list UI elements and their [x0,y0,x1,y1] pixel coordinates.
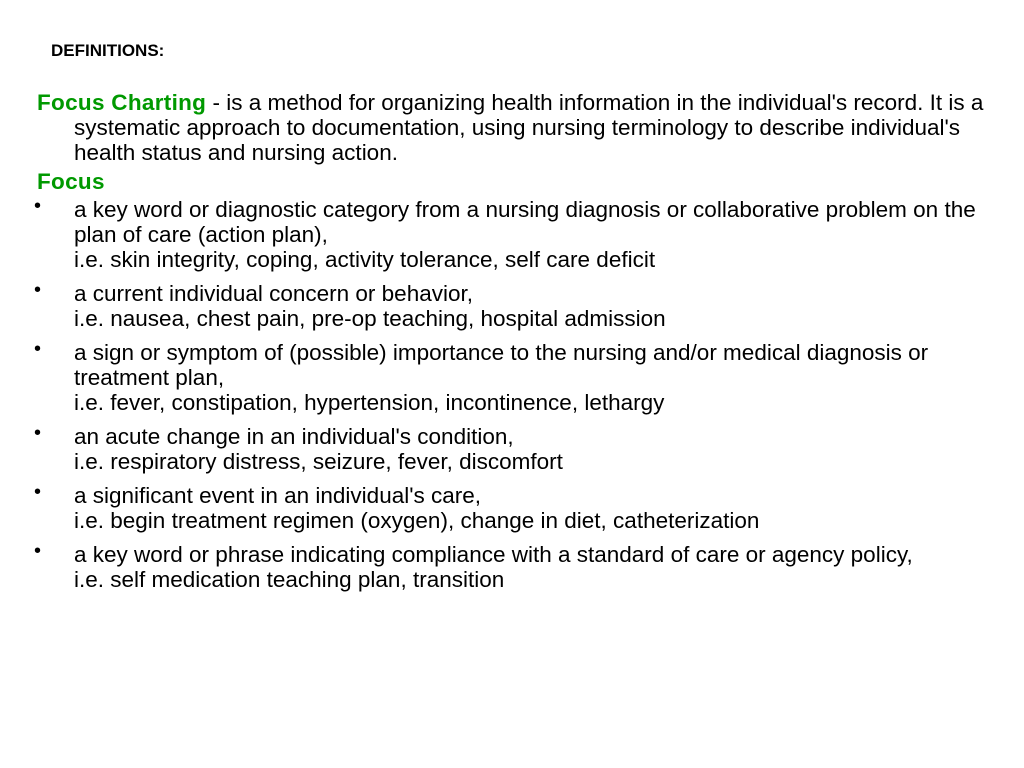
definition-term: Focus Charting [37,90,207,115]
list-item [34,338,997,415]
focus-title: Focus [37,169,105,194]
slide-heading: DEFINITIONS: [51,41,165,60]
bullet-text: a significant event in an individual's care, [74,483,482,508]
bullet-example: i.e. self medication teaching plan, transition [74,567,505,592]
bullet-icon: • [34,279,42,301]
bullet-example: i.e. begin treatment regimen (oxygen), change in diet, catheterization [74,508,760,533]
bullet-icon: • [34,338,42,360]
bullet-icon: • [34,195,42,217]
list-item [34,481,997,533]
list-item [34,540,997,592]
bullet-text: a current individual concern or behavior, [74,281,473,306]
definition-paragraph [37,90,997,165]
list-item [34,422,997,474]
bullet-icon: • [34,422,42,444]
bullet-example: i.e. nausea, chest pain, pre-op teaching, hospital admission [74,306,666,331]
focus-bullet-list [34,195,997,592]
bullet-example: i.e. respiratory distress, seizure, fever, discomfort [74,449,563,474]
slide-content [34,90,997,601]
bullet-text: a sign or symptom of (possible) importance to the nursing and/or medical diagnosis or treatment plan, [74,340,929,390]
bullet-icon: • [34,481,42,503]
bullet-example: i.e. skin integrity, coping, activity tolerance, self care deficit [74,247,656,272]
definition-text: - is a method for organizing health information in the individual's record. It is a systematic approach to documentation, using nursing terminology to describe individual's health status and nursing action. [74,90,984,165]
bullet-text: a key word or phrase indicating compliance with a standard of care or agency policy, [74,542,913,567]
list-item [34,195,997,272]
bullet-icon: • [34,540,42,562]
bullet-text: a key word or diagnostic category from a nursing diagnosis or collaborative problem on the plan of care (action plan), [74,197,976,247]
list-item [34,279,997,331]
bullet-example: i.e. fever, constipation, hypertension, incontinence, lethargy [74,390,665,415]
bullet-text: an acute change in an individual's condition, [74,424,514,449]
